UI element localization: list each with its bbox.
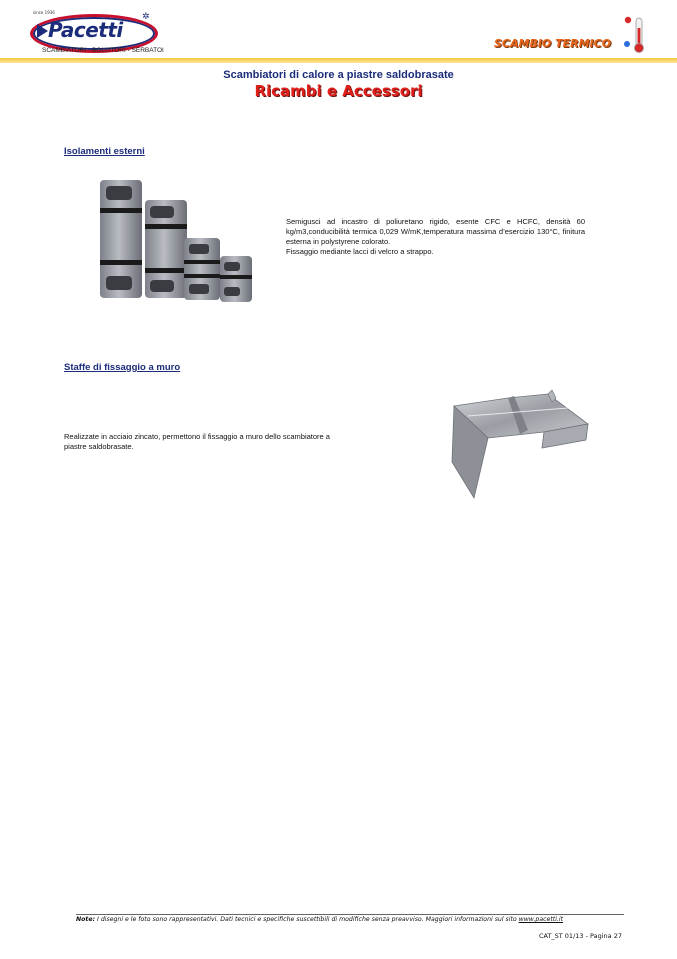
section-text-insulation bbox=[286, 217, 585, 257]
section-heading-insulation: Isolamenti esterni bbox=[64, 146, 145, 157]
section-text-wall-brackets bbox=[64, 432, 354, 452]
document-subtitle: Ricambi e Accessori bbox=[254, 82, 423, 100]
paragraph: Semigusci ad incastro di poliuretano rigido, esente CFC e HCFC, densità 60 kg/m3,conducibilità termica 0,029 W/mK,temperatura massima d’esercizio 130°C, finitura esterna in polystyrene colorato. bbox=[286, 217, 585, 246]
paragraph: Fissaggio mediante lacci di velcro a strappo. bbox=[286, 247, 434, 256]
footer-note-label: Note: bbox=[76, 916, 96, 923]
logo-since: since 1936 bbox=[33, 10, 55, 15]
document-title: Scambiatori di calore a piastre saldobrasate bbox=[223, 69, 454, 81]
section-label: SCAMBIO TERMICO bbox=[494, 37, 612, 50]
insulation-shells-image bbox=[98, 176, 254, 306]
page-number: CAT_ST 01/13 - Pagina 27 bbox=[538, 932, 622, 940]
paragraph: Realizzate in acciaio zincato, permettono il fissaggio a muro dello scambiatore a piastre saldobrasate. bbox=[64, 432, 330, 451]
section-heading-wall-brackets: Staffe di fissaggio a muro bbox=[64, 362, 181, 373]
logo-arrow-icon bbox=[37, 24, 48, 38]
wall-bracket-image bbox=[448, 386, 592, 502]
website-link[interactable]: www.pacetti.it bbox=[518, 916, 564, 923]
footer-rule bbox=[76, 914, 624, 915]
logo-name: Pacetti bbox=[48, 18, 123, 42]
footer-note-text: I disegni e le foto sono rappresentativi. Dati tecnici e specifiche suscettibili di modifiche senza preavviso. Maggiori informazioni sul sito bbox=[95, 916, 519, 923]
thermometer-icon bbox=[622, 14, 646, 54]
logo-star-icon: ✲ bbox=[142, 12, 150, 22]
header-rule bbox=[0, 58, 677, 63]
logo-tagline: SCAMBIATORI - BOLLITORI - SERBATOI bbox=[42, 47, 164, 54]
footer-note bbox=[76, 916, 624, 923]
